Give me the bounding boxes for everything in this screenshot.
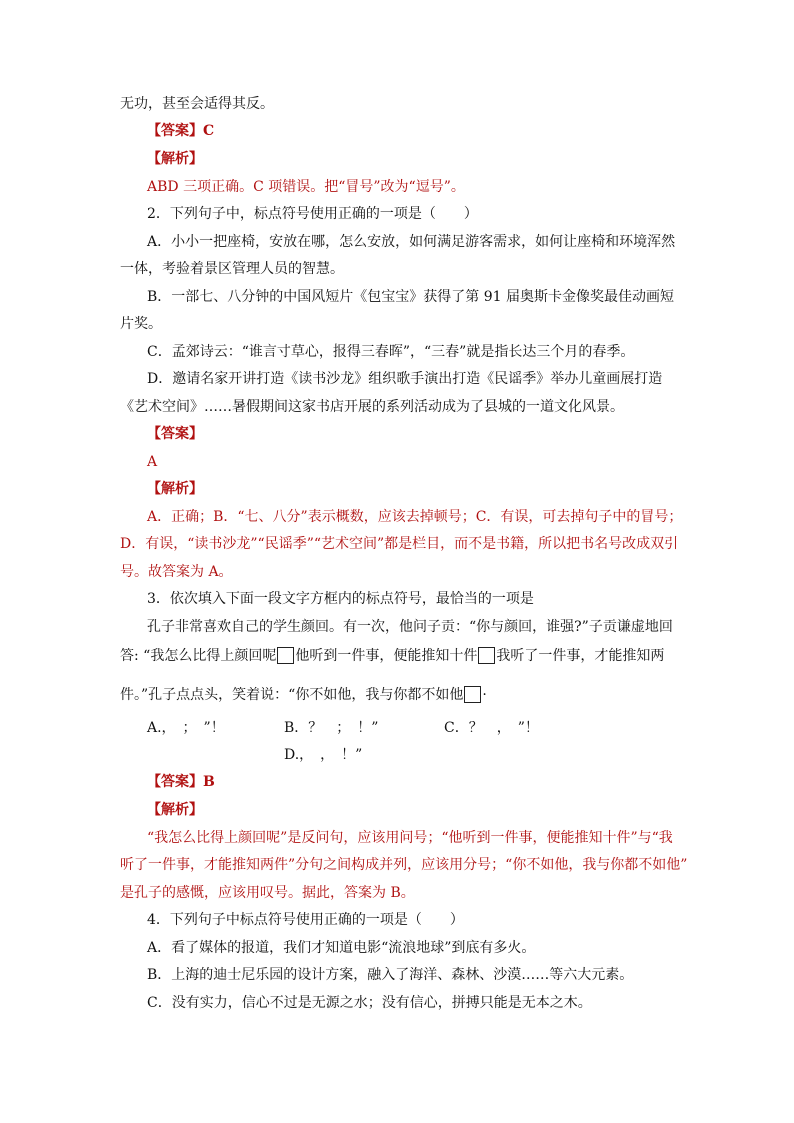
analysis-label: 【解析】 xyxy=(147,481,203,497)
blank-box-2 xyxy=(478,647,495,664)
option-b-line-2: 片奖。 xyxy=(120,316,162,332)
option-b-line-1: B．一部七、八分钟的中国风短片《包宝宝》获得了第 91 届奥斯卡金像奖最佳动画短 xyxy=(147,289,675,305)
passage-line-3 xyxy=(120,685,487,705)
passage-segment: 他听到一件事，便能推知十件 xyxy=(295,648,478,664)
analysis-text-2: D．有误，“读书沙龙”“民谣季”“艺术空间”都是栏目，而不是书籍，所以把书名号改成双引 xyxy=(120,536,679,552)
passage-line-2 xyxy=(120,646,664,666)
answer-label: 【答案】C xyxy=(147,123,215,139)
question-3: 3．依次填入下面一段文字方框内的标点符号，最恰当的一项是 xyxy=(147,591,534,607)
blank-box-1 xyxy=(277,647,294,664)
analysis-text-1: “我怎么比得上颜回呢”是反问句，应该用问号；“他听到一件事，便能推知十件”与“我 xyxy=(147,830,673,846)
choice-d: D.， ， ！” xyxy=(284,747,363,763)
answer-value: A xyxy=(147,454,158,470)
question-4: 4．下列句子中标点符号使用正确的一项是（ ） xyxy=(147,912,464,928)
analysis-label: 【解析】 xyxy=(147,802,203,818)
analysis-text-2: 听了一件事，才能推知两件”分句之间构成并列，应该用分号；“你不如他，我与你都不如他” xyxy=(120,857,688,873)
q4-option-c: C．没有实力，信心不过是无源之水；没有信心，拼搏只能是无本之木。 xyxy=(147,995,592,1011)
option-c: C．孟郊诗云：“谁言寸草心，报得三春晖”，“三春”就是指长达三个月的春季。 xyxy=(147,344,635,360)
option-d-line-1: D．邀请名家开讲打造《读书沙龙》组织歌手演出打造《民谣季》举办儿童画展打造 xyxy=(147,371,663,387)
option-a-line-1: A．小小一把座椅，安放在哪，怎么安放，如何满足游客需求，如何让座椅和环境浑然 xyxy=(147,234,676,250)
option-d-line-2: 《艺术空间》……暑假期间这家书店开展的系列活动成为了县城的一道文化风景。 xyxy=(120,399,624,415)
analysis-text: ABD 三项正确。C 项错误。把“冒号”改为“逗号”。 xyxy=(147,179,465,195)
answer-label: 【答案】 xyxy=(147,426,203,442)
analysis-label: 【解析】 xyxy=(147,151,203,167)
analysis-text-3: 号。故答案为 A。 xyxy=(120,564,233,580)
analysis-text-1: A．正确；B．“七、八分”表示概数，应该去掉顿号；C．有误，可去掉句子中的冒号； xyxy=(147,509,683,525)
analysis-text-3: 是孔子的感慨，应该用叹号。据此，答案为 B。 xyxy=(120,885,415,901)
passage-segment: 答: “我怎么比得上颜回呢 xyxy=(120,648,277,664)
passage-segment: 我听了一件事，才能推知两 xyxy=(496,648,665,664)
choice-a: A.， ； ”！ xyxy=(147,720,225,736)
blank-box-3 xyxy=(464,686,481,703)
passage-segment: · xyxy=(482,687,487,703)
passage-line-1: 孔子非常喜欢自己的学生颜回。有一次，他问子贡：“你与颜回，谁强?”子贡谦虚地回 xyxy=(147,619,673,635)
option-a-line-2: 一体，考验着景区管理人员的智慧。 xyxy=(120,261,344,277)
text-line: 无功，甚至会适得其反。 xyxy=(120,96,274,112)
choice-c: C．？ ， ”！ xyxy=(444,720,539,736)
answer-label: 【答案】B xyxy=(147,774,215,790)
q4-option-a: A．看了媒体的报道，我们才知道电影“流浪地球”到底有多火。 xyxy=(147,940,536,956)
choice-b: B．？ ； ！” xyxy=(284,720,379,736)
q4-option-b: B．上海的迪士尼乐园的设计方案，融入了海洋、森林、沙漠……等六大元素。 xyxy=(147,967,634,983)
passage-segment: 件。”孔子点点头，笑着说：“你不如他，我与你都不如他 xyxy=(120,687,464,703)
question-2: 2．下列句子中，标点符号使用正确的一项是（ ） xyxy=(147,206,478,222)
